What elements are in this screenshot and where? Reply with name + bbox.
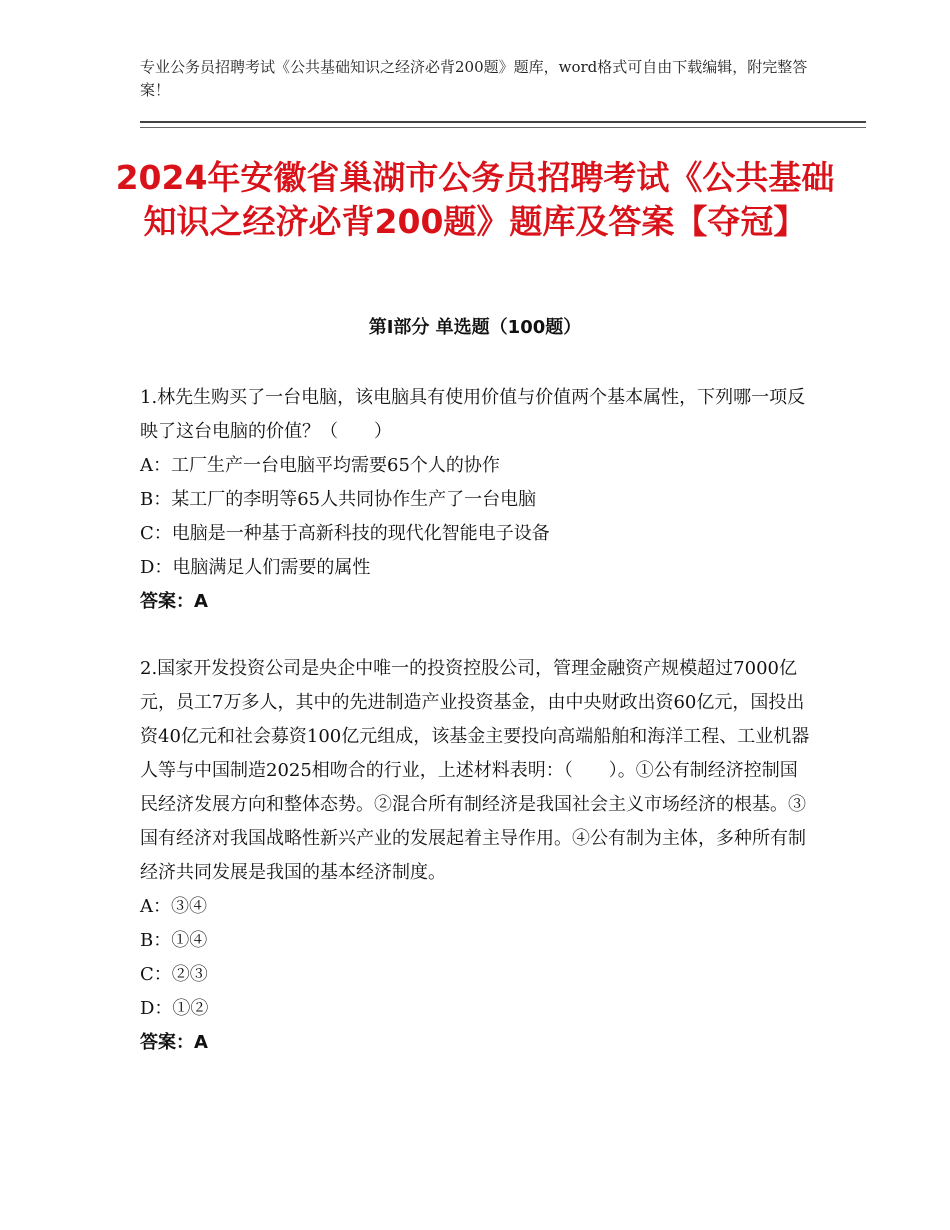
header-divider-thin [140, 127, 866, 128]
answer: 答案：A [140, 591, 208, 612]
option-b: B：某工厂的李明等65人共同协作生产了一台电脑 [140, 489, 537, 510]
header-note: 专业公务员招聘考试《公共基础知识之经济必背200题》题库，word格式可自由下载编辑，附完整答案！ [140, 58, 808, 99]
question-stem: 1.林先生购买了一台电脑，该电脑具有使用价值与价值两个基本属性，下列哪一项反映了这台电脑的价值？（ ） [140, 387, 806, 442]
option-c: C：②③ [140, 964, 208, 985]
question-2 [140, 652, 810, 1060]
document-title: 2024年安徽省巢湖市公务员招聘考试《公共基础知识之经济必背200题》题库及答案【夺冠】 [115, 158, 835, 241]
header-divider-thick [140, 121, 866, 123]
option-c: C：电脑是一种基于高新科技的现代化智能电子设备 [140, 523, 550, 544]
option-a: A：③④ [140, 896, 207, 917]
option-d: D：①② [140, 998, 209, 1019]
question-1 [140, 381, 810, 619]
option-a: A：工厂生产一台电脑平均需要65个人的协作 [140, 455, 500, 476]
section-heading: 第Ⅰ部分 单选题（100题） [368, 317, 582, 338]
option-b: B：①④ [140, 930, 208, 951]
option-d: D：电脑满足人们需要的属性 [140, 557, 371, 578]
question-stem: 2.国家开发投资公司是央企中唯一的投资控股公司，管理金融资产规模超过7000亿元，员工7万多人，其中的先进制造产业投资基金，由中央财政出资60亿元，国投出资40亿元和社会募资100亿元组成，该基金主要投向高端船舶和海洋工程、工业机器人等与中国制造2025相吻合的行业，上述材料表明：（ ）。①公有制经济控制国民经济发展方向和整体态势。②混合所有制经济是我国社会主义市场经济的根基。③国有经济对我国战略性新兴产业的发展起着主导作用。④公有制为主体，多种所有制经济共同发展是我国的基本经济制度。 [140, 658, 810, 883]
answer: 答案：A [140, 1032, 208, 1053]
